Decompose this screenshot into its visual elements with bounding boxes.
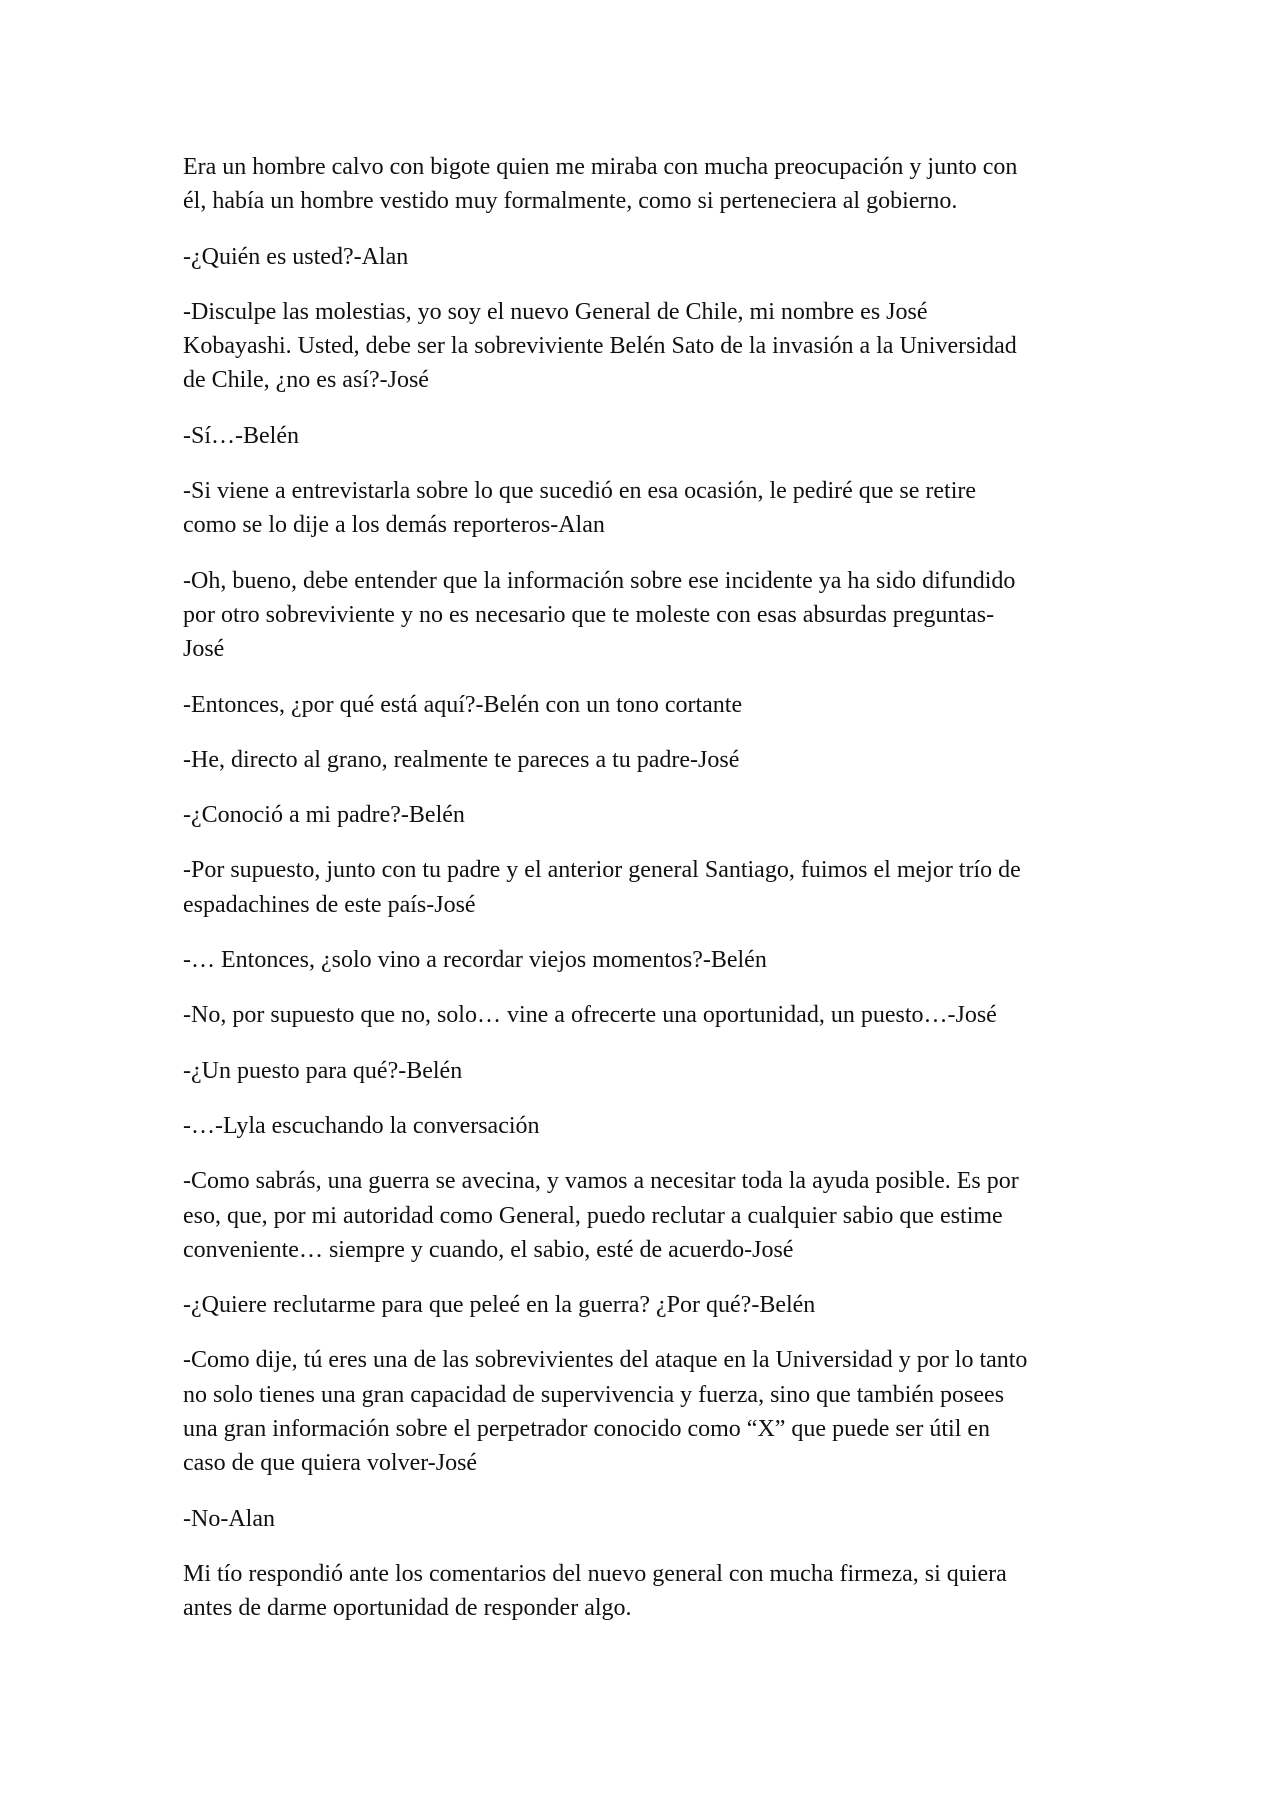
paragraph <box>183 1557 1103 1626</box>
text-line: caso de que quiera volver-José <box>183 1450 478 1477</box>
paragraph <box>183 798 1103 832</box>
text-line: José <box>183 636 225 663</box>
text-line: eso, que, por mi autoridad como General, puedo reclutar a cualquier sabio que estime <box>183 1202 1003 1229</box>
text-line: -¿Quiere reclutarme para que peleé en la guerra? ¿Por qué?-Belén <box>183 1292 816 1319</box>
text-line: -¿Conoció a mi padre?-Belén <box>183 802 465 829</box>
paragraph <box>183 240 1103 274</box>
paragraph <box>183 564 1103 667</box>
paragraph <box>183 295 1103 398</box>
text-line: él, había un hombre vestido muy formalmente, como si perteneciera al gobierno. <box>183 188 958 215</box>
paragraph <box>183 688 1103 722</box>
text-line: -Disculpe las molestias, yo soy el nuevo General de Chile, mi nombre es José <box>183 298 928 325</box>
text-line: -¿Quién es usted?-Alan <box>183 243 409 270</box>
paragraph <box>183 150 1103 219</box>
text-line: de Chile, ¿no es así?-José <box>183 367 429 394</box>
paragraph <box>183 1343 1103 1480</box>
text-line: Era un hombre calvo con bigote quien me miraba con mucha preocupación y junto con <box>183 154 1018 180</box>
paragraph <box>183 1164 1103 1267</box>
text-line: como se lo dije a los demás reporteros-Alan <box>183 512 605 539</box>
text-line: espadachines de este país-José <box>183 891 476 918</box>
text-line: antes de darme oportunidad de responder algo. <box>183 1595 632 1622</box>
text-line: -Sí…-Belén <box>183 422 299 449</box>
paragraph <box>183 943 1103 977</box>
paragraph <box>183 1109 1103 1143</box>
text-line: -Oh, bueno, debe entender que la información sobre ese incidente ya ha sido difundido <box>183 567 1016 594</box>
text-line: por otro sobreviviente y no es necesario que te moleste con esas absurdas preguntas- <box>183 601 995 628</box>
text-line: Kobayashi. Usted, debe ser la sobreviviente Belén Sato de la invasión a la Universidad <box>183 333 1017 360</box>
text-line: una gran información sobre el perpetrador conocido como “X” que puede ser útil en <box>183 1416 991 1443</box>
text-line: -He, directo al grano, realmente te pareces a tu padre-José <box>183 746 740 773</box>
text-line: -Por supuesto, junto con tu padre y el anterior general Santiago, fuimos el mejor trío de <box>183 857 1021 884</box>
paragraph <box>183 998 1103 1032</box>
text-line: -Como dije, tú eres una de las sobrevivientes del ataque en la Universidad y por lo tanto <box>183 1347 1028 1374</box>
paragraph <box>183 474 1103 543</box>
text-line: -… Entonces, ¿solo vino a recordar viejos momentos?-Belén <box>183 947 767 974</box>
paragraph <box>183 419 1103 453</box>
text-line: -No, por supuesto que no, solo… vine a ofrecerte una oportunidad, un puesto…-José <box>183 1002 997 1029</box>
text-line: -No-Alan <box>183 1505 275 1532</box>
text-line: -Entonces, ¿por qué está aquí?-Belén con un tono cortante <box>183 691 743 718</box>
text-line: -Si viene a entrevistarla sobre lo que sucedió en esa ocasión, le pediré que se retire <box>183 478 977 505</box>
paragraph <box>183 743 1103 777</box>
paragraph <box>183 1502 1103 1536</box>
text-line: -Como sabrás, una guerra se avecina, y vamos a necesitar toda la ayuda posible. Es por <box>183 1168 1019 1195</box>
paragraph <box>183 853 1103 922</box>
text-line: -…-Lyla escuchando la conversación <box>183 1112 540 1139</box>
text-line: -¿Un puesto para qué?-Belén <box>183 1057 463 1084</box>
document-page <box>183 150 1103 1647</box>
text-line: conveniente… siempre y cuando, el sabio, esté de acuerdo-José <box>183 1236 794 1263</box>
text-line: Mi tío respondió ante los comentarios del nuevo general con mucha firmeza, si quiera <box>183 1560 1007 1587</box>
paragraph <box>183 1054 1103 1088</box>
text-line: no solo tienes una gran capacidad de supervivencia y fuerza, sino que también posees <box>183 1381 1005 1408</box>
paragraph <box>183 1288 1103 1322</box>
